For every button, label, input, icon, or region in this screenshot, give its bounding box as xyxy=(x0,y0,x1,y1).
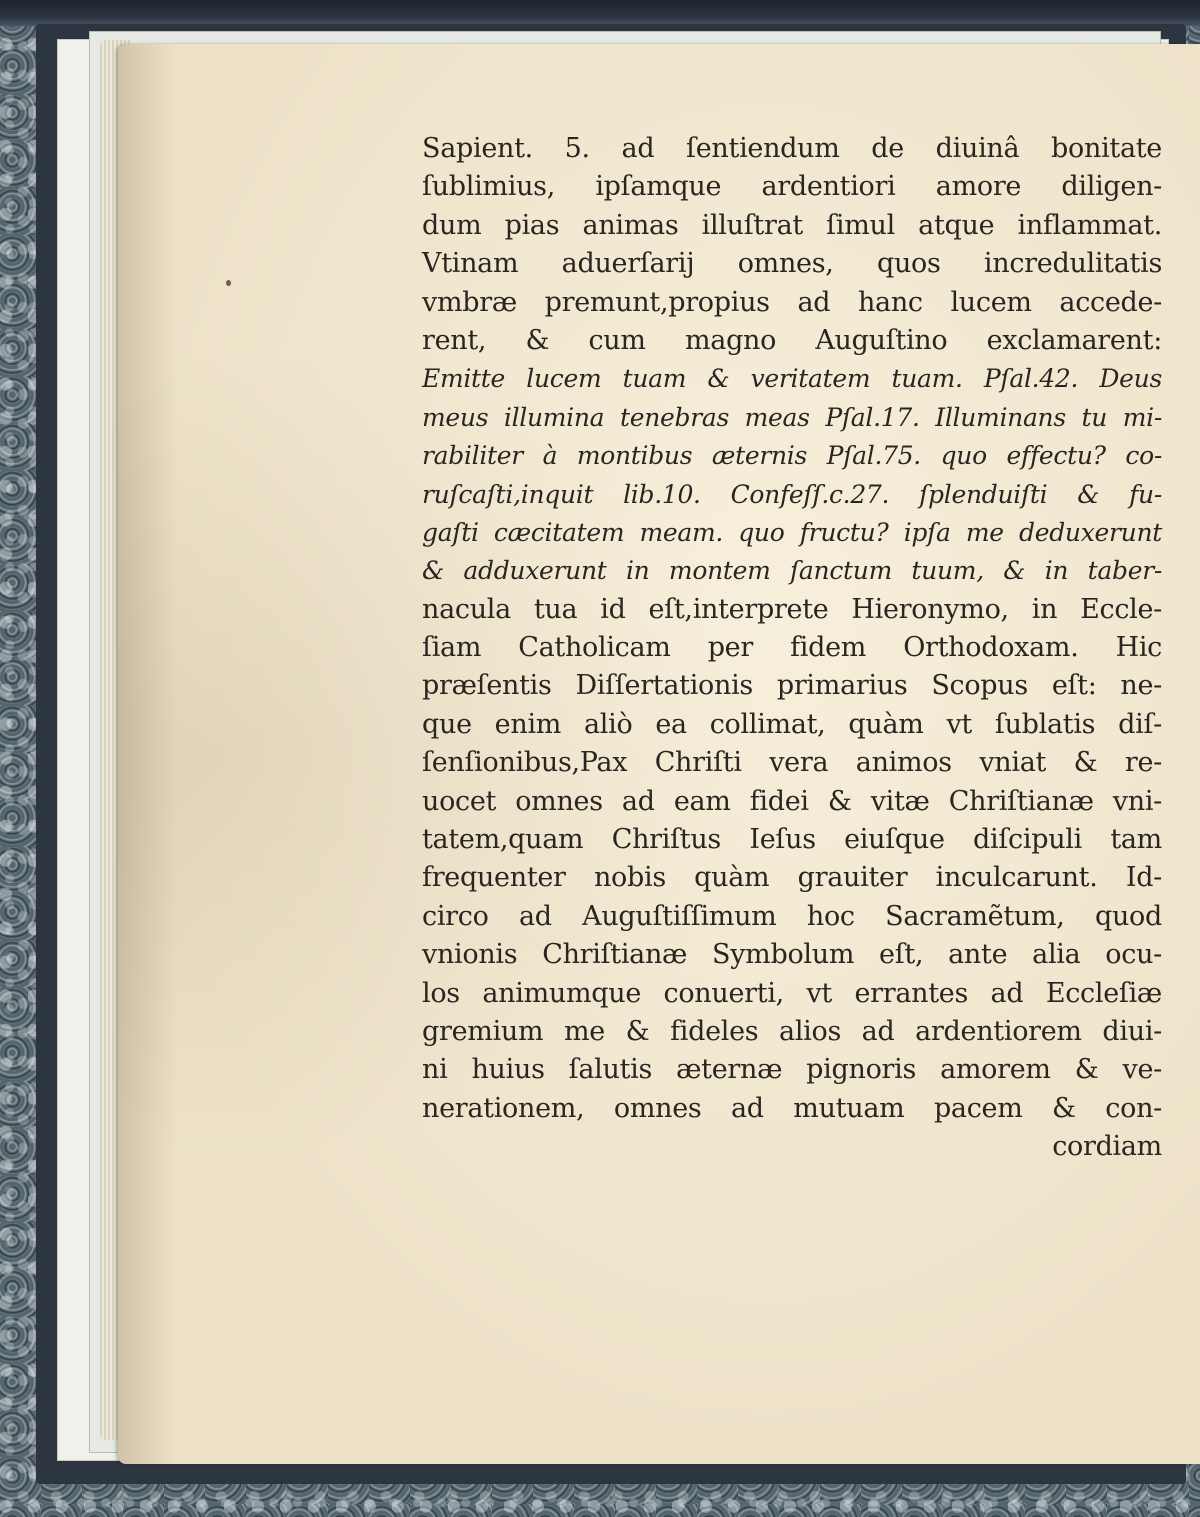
page-gutter-shadow xyxy=(118,44,178,1464)
catchword: cordiam xyxy=(1052,1131,1162,1163)
text-line: nerationem, omnes ad mutuam pacem & con- xyxy=(422,1092,1162,1124)
text-line: circo ad Auguſtiſſimum hoc Sacramẽtum, quod xyxy=(422,900,1162,932)
text-line: Sapient. 5. ad ſentiendum de diuinâ bonitate xyxy=(422,133,1162,164)
text-line: ſublimius, ipſamque ardentiori amore diligen- xyxy=(422,171,1162,203)
text-line: tatem,quam Chriſtus Ieſus eiuſque diſcipuli tam xyxy=(422,824,1162,856)
text-line: gremium me & fideles alios ad ardentiorem diui- xyxy=(422,1015,1162,1047)
text-line: ni huius ſalutis æternæ pignoris amorem & ve- xyxy=(422,1054,1162,1086)
text-line: dum pias animas illuſtrat ſimul atque inflammat. xyxy=(422,209,1162,241)
text-line: gaſti cæcitatem meam. quo fructu? ipſa me deduxerunt xyxy=(422,517,1162,547)
spine-edge xyxy=(0,0,1200,26)
text-line: ſiam Catholicam per fidem Orthodoxam. Hic xyxy=(422,632,1162,664)
text-line: Emitte lucem tuam & veritatem tuam. Pſal.42. Deus xyxy=(422,364,1162,394)
text-line: los animumque conuerti, vt errantes ad Eccleſiæ xyxy=(422,977,1162,1009)
text-line: rabiliter à montibus æternis Pſal.75. quo effectu? co- xyxy=(422,441,1162,471)
text-line: que enim aliò ea collimat, quàm vt ſublatis diſ- xyxy=(422,708,1162,740)
text-line: rent, & cum magno Auguſtino exclamarent: xyxy=(422,324,1162,356)
text-line: vmbræ premunt,propius ad hanc lucem accede- xyxy=(422,286,1162,318)
text-line: nacula tua id eſt,interprete Hieronymo, in Eccle- xyxy=(422,593,1162,625)
text-line: ſenſionibus,Pax Chriſti vera animos vniat & re- xyxy=(422,747,1162,779)
text-line: meus illumina tenebras meas Pſal.17. Illuminans tu mi- xyxy=(422,402,1162,432)
text-line: Vtinam aduerſarij omnes, quos incredulitatis xyxy=(422,248,1162,280)
text-line: ruſcaſti,inquit lib.10. Confeſſ.c.27. ſplenduiſti & fu- xyxy=(422,479,1162,509)
ink-speck xyxy=(226,280,231,286)
text-line: vnionis Chriſtianæ Symbolum eſt, ante alia ocu- xyxy=(422,939,1162,971)
text-line: præſentis Diſſertationis primarius Scopus eſt: ne- xyxy=(422,670,1162,702)
text-line: frequenter nobis quàm grauiter inculcarunt. Id- xyxy=(422,862,1162,894)
text-line: uocet omnes ad eam fidei & vitæ Chriſtianæ vni- xyxy=(422,785,1162,817)
text-line: & adduxerunt in montem ſanctum tuum, & in taber- xyxy=(422,556,1162,586)
page-text-block xyxy=(422,130,1162,1167)
